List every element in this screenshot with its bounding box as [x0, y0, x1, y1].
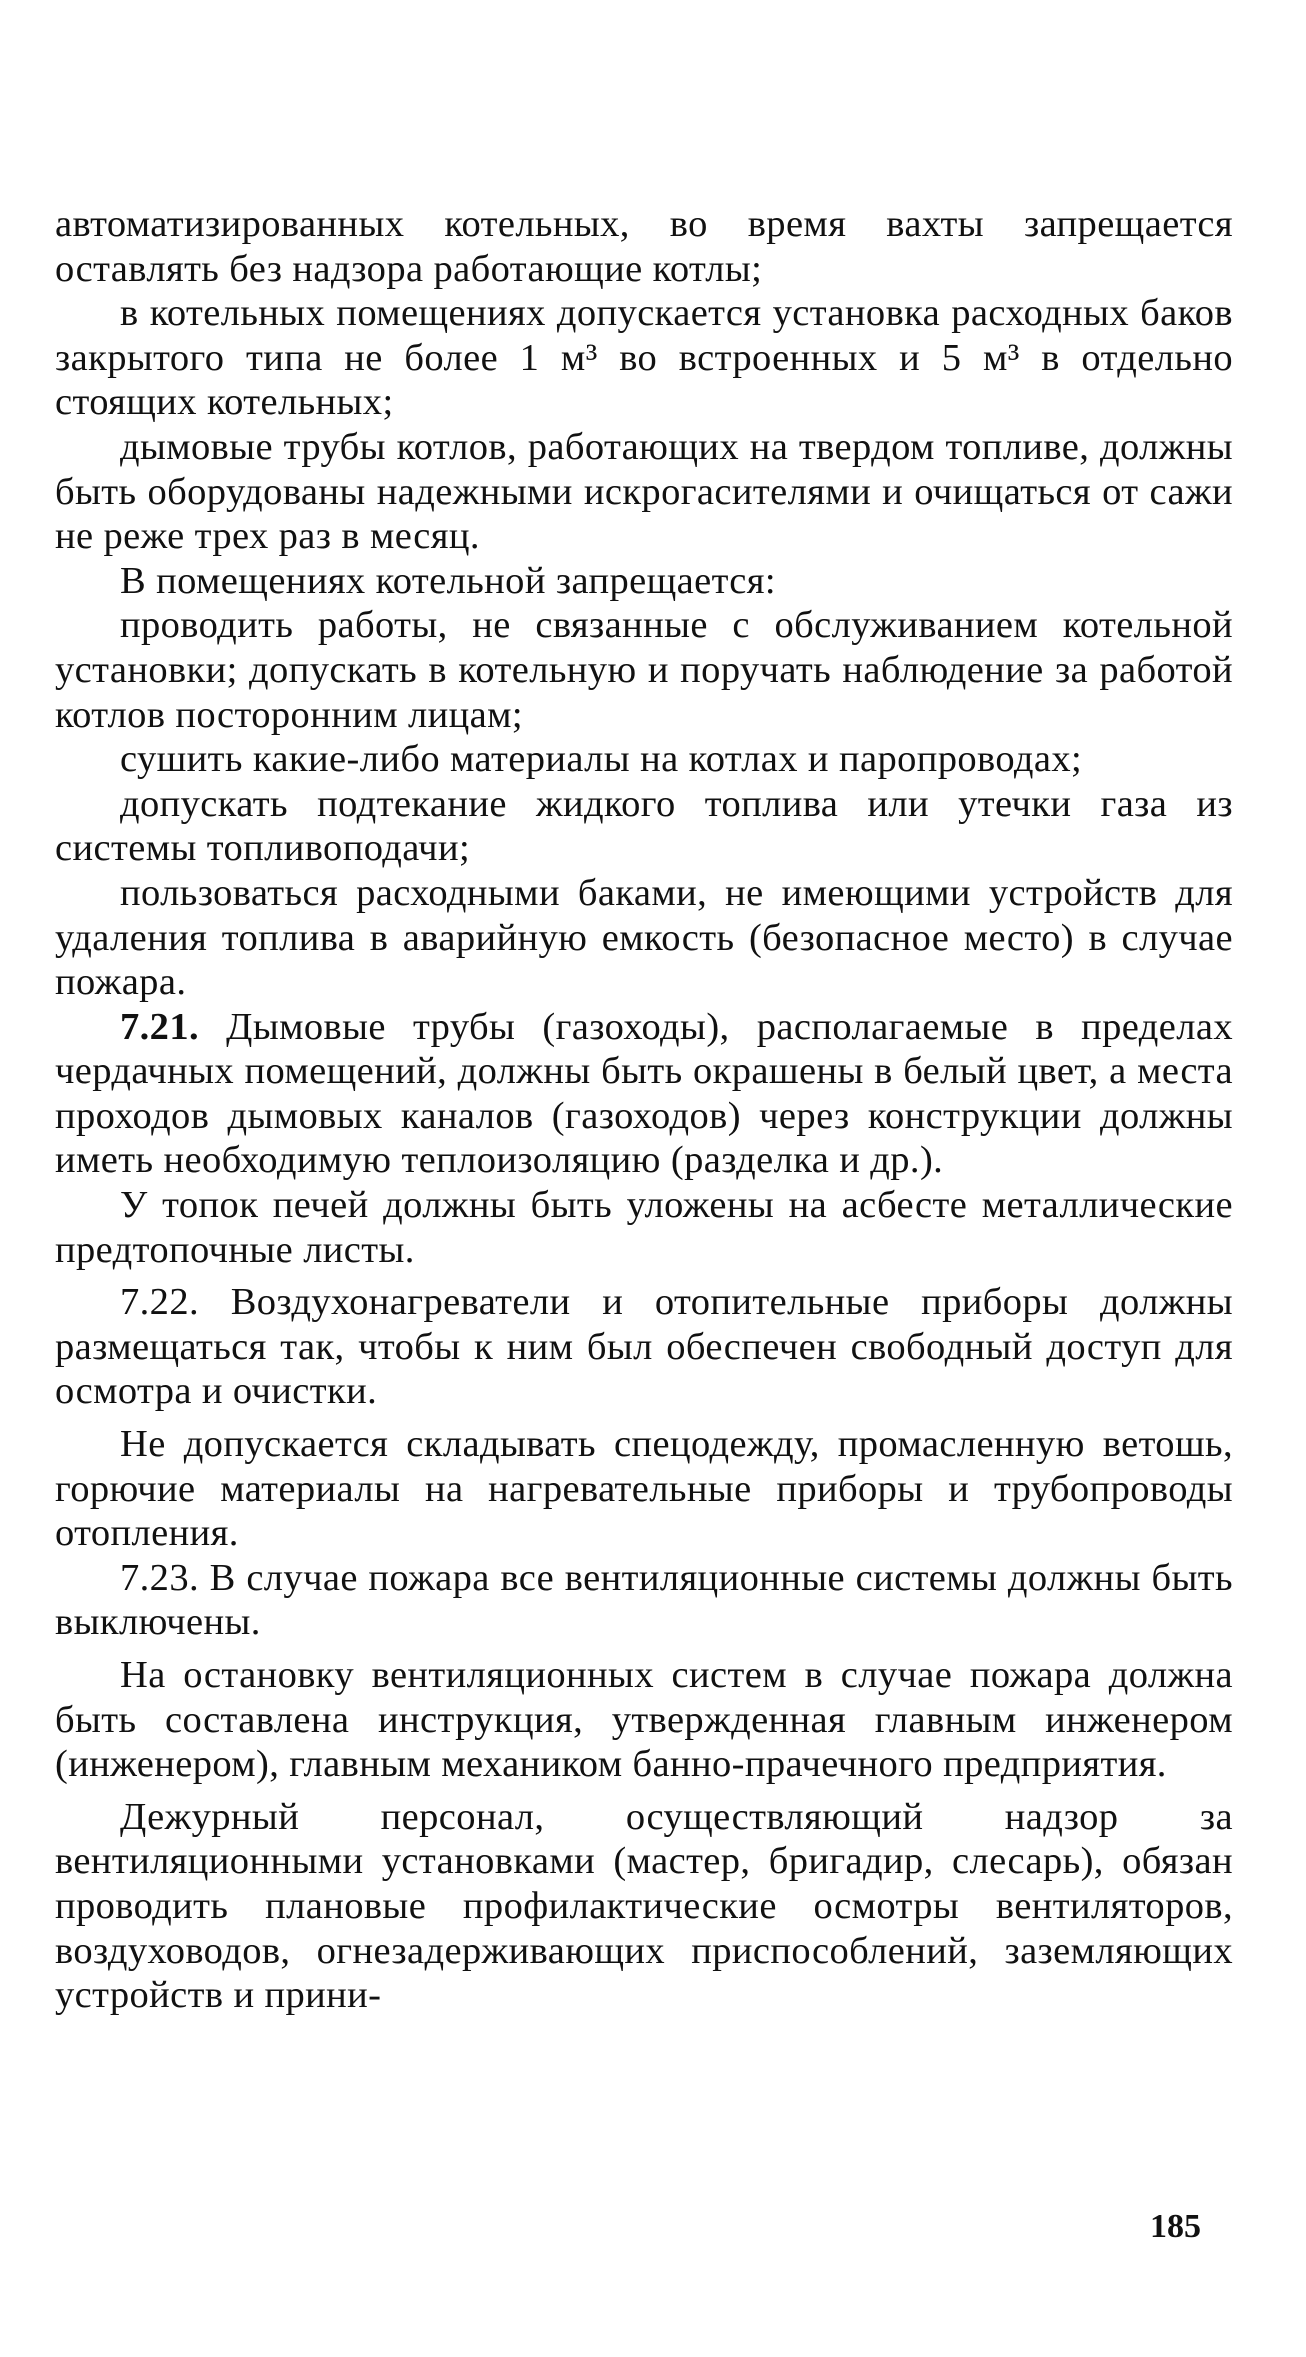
- paragraph: сушить какие-либо материалы на котлах и паропроводах;: [120, 738, 1083, 781]
- page-number: 185: [1150, 2208, 1201, 2245]
- section-number: 7.22.: [120, 1281, 199, 1324]
- paragraph: в котельных помещениях допускается установка расходных баков закрытого типа не более 1 м³ во встроенных и 5 м³ в отдельно стоящих котельных;: [55, 292, 1233, 424]
- paragraph: дымовые трубы котлов, работающих на твердом топливе, должны быть оборудованы надежными искрогасителями и очищаться от сажи не реже трех раз в месяц.: [55, 425, 1233, 558]
- paragraph: проводить работы, не связанные с обслуживанием котельной установки; допускать в котельную и поручать наблюдение за работой котлов посторонним лицам;: [55, 604, 1233, 736]
- section-7-21: [55, 1005, 1233, 1183]
- paragraph: Не допускается складывать спецодежду, промасленную ветошь, горючие материалы на нагревательные приборы и трубопроводы отопления.: [55, 1423, 1233, 1555]
- section-text: В случае пожара все вентиляционные системы должны быть выключены.: [55, 1556, 1233, 1644]
- paragraph: допускать подтекание жидкого топлива или утечки газа из системы топливоподачи;: [55, 782, 1233, 870]
- section-number: 7.23.: [120, 1556, 199, 1599]
- paragraph: пользоваться расходными баками, не имеющими устройств для удаления топлива в аварийную емкость (безопасное место) в случае пожара.: [55, 871, 1233, 1004]
- section-7-22: [55, 1280, 1233, 1414]
- paragraph: В помещениях котельной запрещается:: [120, 559, 776, 602]
- section-7-23: [55, 1556, 1233, 1645]
- section-text: Дымовые трубы (газоходы), располагаемые в пределах чердачных помещений, должны быть окрашены в белый цвет, а места проходов дымовых каналов (газоходов) через конструкции должны иметь необходимую теплоизоляцию (разделка и др.).: [55, 1005, 1234, 1182]
- paragraph: На остановку вентиляционных систем в случае пожара должна быть составлена инструкция, утвержденная главным инженером (инженером), главным механиком банно-прачечного предприятия.: [55, 1654, 1233, 1786]
- section-number: 7.21.: [120, 1005, 199, 1048]
- page-body-text: [55, 202, 1233, 2018]
- paragraph: автоматизированных котельных, во время вахты запрещается оставлять без надзора работающие котлы;: [55, 203, 1233, 290]
- paragraph: Дежурный персонал, осуществляющий надзор за вентиляционными установками (мастер, бригадир, слесарь), обязан проводить плановые профилактические осмотры вентиляторов, воздуховодов, огнезадерживающих приспособлений, заземляющих устройств и прини-: [55, 1795, 1233, 2017]
- section-text: Воздухонагреватели и отопительные приборы должны размещаться так, чтобы к ним был обеспечен свободный доступ для осмотра и очистки.: [55, 1281, 1234, 1413]
- paragraph: У топок печей должны быть уложены на асбесте металлические предтопочные листы.: [55, 1184, 1233, 1271]
